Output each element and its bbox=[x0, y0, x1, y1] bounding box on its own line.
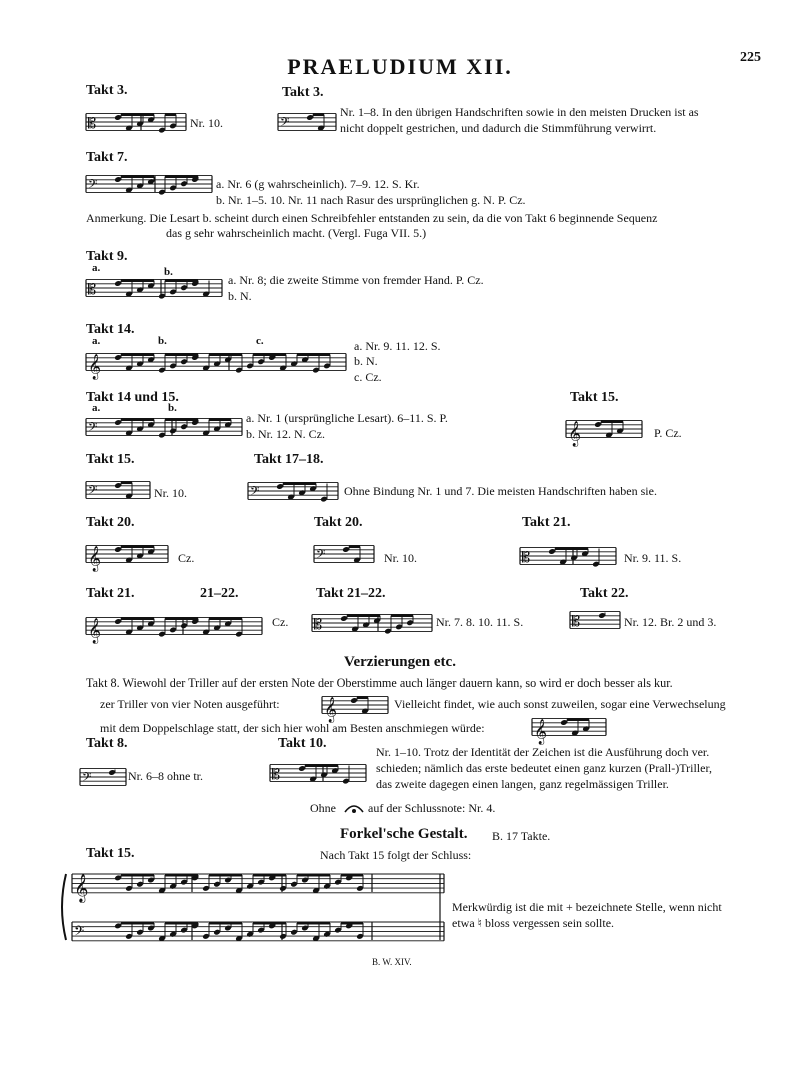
bass-clef-icon: 𝄢 bbox=[88, 421, 98, 438]
bass-clef-icon: 𝄢 bbox=[88, 178, 98, 195]
music-excerpt-t15a bbox=[566, 410, 642, 448]
variant-line: b. Nr. 12. N. Cz. bbox=[246, 427, 325, 441]
alto-clef-icon: 𝄡 bbox=[522, 550, 530, 567]
commentary-line: Nr. 1–10. Trotz der Identität der Zeichen ist die Ausführung doch ver. bbox=[376, 745, 710, 759]
music-excerpt-t14-15 bbox=[86, 408, 242, 446]
commentary-line: schieden; nämlich das erste bedeutet einen ganz kurzen (Prall-)Triller, bbox=[376, 761, 712, 775]
variant-line: a. Nr. 1 (ursprüngliche Lesart). 6–11. S. P. bbox=[246, 411, 448, 425]
commentary-line: das zweite dagegen einen langen, ganz regelmässigen Triller. bbox=[376, 777, 669, 791]
treble-clef-icon: 𝄞 bbox=[88, 546, 101, 572]
takt-label: Takt 3. bbox=[86, 83, 128, 98]
music-excerpt-t3a bbox=[86, 102, 186, 142]
forkel-count: B. 17 Takte. bbox=[492, 829, 551, 843]
treble-clef-icon: 𝄞 bbox=[534, 719, 547, 745]
variant-line: b. N. bbox=[354, 354, 378, 368]
section-heading-forkel: Forkel'sche Gestalt. bbox=[340, 826, 468, 842]
music-excerpt-t22 bbox=[570, 600, 620, 640]
anmerkung-line: das g sehr wahrscheinlich macht. (Vergl. Fuga VII. 5.) bbox=[166, 226, 427, 240]
takt-label: Takt 22. bbox=[580, 586, 629, 601]
variant-line: a. Nr. 8; die zweite Stimme von fremder Hand. P. Cz. bbox=[228, 273, 484, 287]
takt-label: Takt 21–22. bbox=[316, 586, 386, 601]
variant-label: b. bbox=[168, 402, 177, 414]
source-ref: Nr. 6–8 ohne tr. bbox=[128, 769, 203, 783]
ornament-text-line: Takt 8. Wiewohl der Triller auf der ersten Note der Oberstimme auch länger dauern kann, so wird er doch besser als kur. bbox=[86, 676, 673, 690]
source-ref: Nr. 10. bbox=[190, 116, 223, 130]
music-excerpt-t17-18 bbox=[248, 474, 338, 508]
music-excerpt-forkel-system bbox=[72, 860, 444, 956]
takt-label: Takt 10. bbox=[278, 736, 327, 751]
bass-clef-icon: 𝄢 bbox=[316, 548, 326, 565]
commentary-line: Ohne Bindung Nr. 1 und 7. Die meisten Handschriften haben sie. bbox=[344, 484, 657, 498]
takt-label: Takt 21. bbox=[522, 515, 571, 530]
bass-clef-icon: 𝄢 bbox=[74, 923, 85, 943]
commentary-line: Nr. 1–8. In den übrigen Handschriften sowie in den meisten Drucken ist as bbox=[340, 105, 699, 119]
music-excerpt-t10 bbox=[270, 752, 366, 794]
variant-label: b. bbox=[164, 266, 173, 278]
music-excerpt-t14 bbox=[86, 340, 346, 384]
variant-line: b. N. bbox=[228, 289, 252, 303]
takt-label: Takt 15. bbox=[570, 390, 619, 405]
takt-label: Takt 21. bbox=[86, 586, 135, 601]
takt-label: Takt 20. bbox=[314, 515, 363, 530]
music-excerpt-t7 bbox=[86, 162, 212, 206]
variant-label: b. bbox=[158, 335, 167, 347]
bass-clef-icon: 𝄢 bbox=[280, 116, 290, 133]
alto-clef-icon: 𝄡 bbox=[88, 282, 96, 299]
commentary-line: nicht doppelt gestrichen, und dadurch die Stimmführung verwirrt. bbox=[340, 121, 657, 135]
section-heading-verzierungen: Verzierungen etc. bbox=[344, 654, 456, 670]
music-excerpt-doppelschlag bbox=[532, 710, 606, 744]
source-ref: Nr. 12. Br. 2 und 3. bbox=[624, 615, 717, 629]
variant-line: a. Nr. 9. 11. 12. S. bbox=[354, 339, 441, 353]
fermata-icon bbox=[343, 800, 365, 816]
takt-sub-label: 21–22. bbox=[200, 586, 239, 601]
bass-clef-icon: 𝄢 bbox=[250, 485, 260, 502]
takt-label: Takt 20. bbox=[86, 515, 135, 530]
source-ref: P. Cz. bbox=[654, 426, 682, 440]
alto-clef-icon: 𝄡 bbox=[272, 767, 280, 784]
variant-line: c. Cz. bbox=[354, 370, 382, 384]
music-excerpt-t3b bbox=[278, 104, 336, 140]
treble-clef-icon: 𝄞 bbox=[88, 618, 101, 644]
takt-label: Takt 7. bbox=[86, 150, 128, 165]
page-number: 225 bbox=[740, 50, 761, 65]
music-excerpt-t8 bbox=[80, 760, 126, 794]
takt-label: Takt 14. bbox=[86, 322, 135, 337]
music-excerpt-t15b bbox=[86, 472, 150, 508]
source-ref: Nr. 10. bbox=[384, 551, 417, 565]
takt-label: Takt 15. bbox=[86, 452, 135, 467]
ohne-text: Ohne bbox=[310, 801, 336, 815]
alto-clef-icon: 𝄡 bbox=[88, 116, 96, 133]
source-ref: Nr. 9. 11. S. bbox=[624, 551, 682, 565]
forkel-note-line: Merkwürdig ist die mit + bezeichnete Stelle, wenn nicht bbox=[452, 900, 722, 914]
bass-clef-icon: 𝄢 bbox=[82, 771, 92, 788]
treble-clef-icon: 𝄞 bbox=[324, 697, 337, 723]
music-excerpt-t21-22a bbox=[86, 604, 262, 648]
takt-label: Takt 17–18. bbox=[254, 452, 324, 467]
variant-label: a. bbox=[92, 262, 101, 274]
treble-clef-icon: 𝄞 bbox=[568, 421, 581, 447]
forkel-note-line: etwa ♮ bloss vergessen sein sollte. bbox=[452, 916, 615, 930]
variant-line: a. Nr. 6 (g wahrscheinlich). 7–9. 12. S. Kr. bbox=[216, 177, 420, 191]
music-excerpt-t20b bbox=[314, 537, 374, 571]
anmerkung-line: Anmerkung. Die Lesart b. scheint durch einen Schreibfehler entstanden zu sein, da die von Takt 6 beginnende Sequenz bbox=[86, 211, 658, 225]
takt-label: Takt 15. bbox=[86, 846, 135, 861]
source-ref: Cz. bbox=[178, 551, 195, 565]
footer-mark: B. W. XIV. bbox=[372, 957, 412, 967]
ornament-text-line: zer Triller von vier Noten ausgeführt: bbox=[100, 697, 280, 711]
music-excerpt-t20a bbox=[86, 537, 168, 571]
variant-label: a. bbox=[92, 335, 101, 347]
page-title: PRAELUDIUM XII. bbox=[287, 54, 513, 79]
music-excerpt-t21a bbox=[520, 537, 616, 575]
forkel-subline: Nach Takt 15 folgt der Schluss: bbox=[320, 848, 472, 862]
source-ref: Nr. 10. bbox=[154, 486, 187, 500]
takt-label: Takt 8. bbox=[86, 736, 128, 751]
variant-label: c. bbox=[256, 335, 264, 347]
source-ref: Cz. bbox=[272, 615, 289, 629]
ohne-text: auf der Schlussnote: Nr. 4. bbox=[368, 801, 496, 815]
alto-clef-icon: 𝄡 bbox=[314, 617, 322, 634]
source-ref: Nr. 7. 8. 10. 11. S. bbox=[436, 615, 524, 629]
music-excerpt-trill-realisation bbox=[322, 688, 388, 722]
variant-label: a. bbox=[92, 402, 101, 414]
ornament-text-line: Vielleicht findet, wie auch sonst zuweilen, sogar eine Verwechselung bbox=[394, 697, 726, 711]
music-excerpt-t21-22b bbox=[312, 604, 432, 642]
treble-clef-icon: 𝄞 bbox=[88, 354, 101, 380]
ornament-text-line: mit dem Doppelschlage statt, der sich hier wohl am Besten anschmiegen würde: bbox=[100, 721, 485, 735]
music-excerpt-t9 bbox=[86, 270, 222, 306]
variant-line: b. Nr. 1–5. 10. Nr. 11 nach Rasur des ursprünglichen g. N. P. Cz. bbox=[216, 193, 526, 207]
takt-label: Takt 9. bbox=[86, 249, 128, 264]
takt-label: Takt 14 und 15. bbox=[86, 390, 179, 405]
takt-label: Takt 3. bbox=[282, 85, 324, 100]
alto-clef-icon: 𝄡 bbox=[572, 614, 580, 631]
treble-clef-icon: 𝄞 bbox=[74, 872, 89, 902]
bass-clef-icon: 𝄢 bbox=[88, 484, 98, 501]
